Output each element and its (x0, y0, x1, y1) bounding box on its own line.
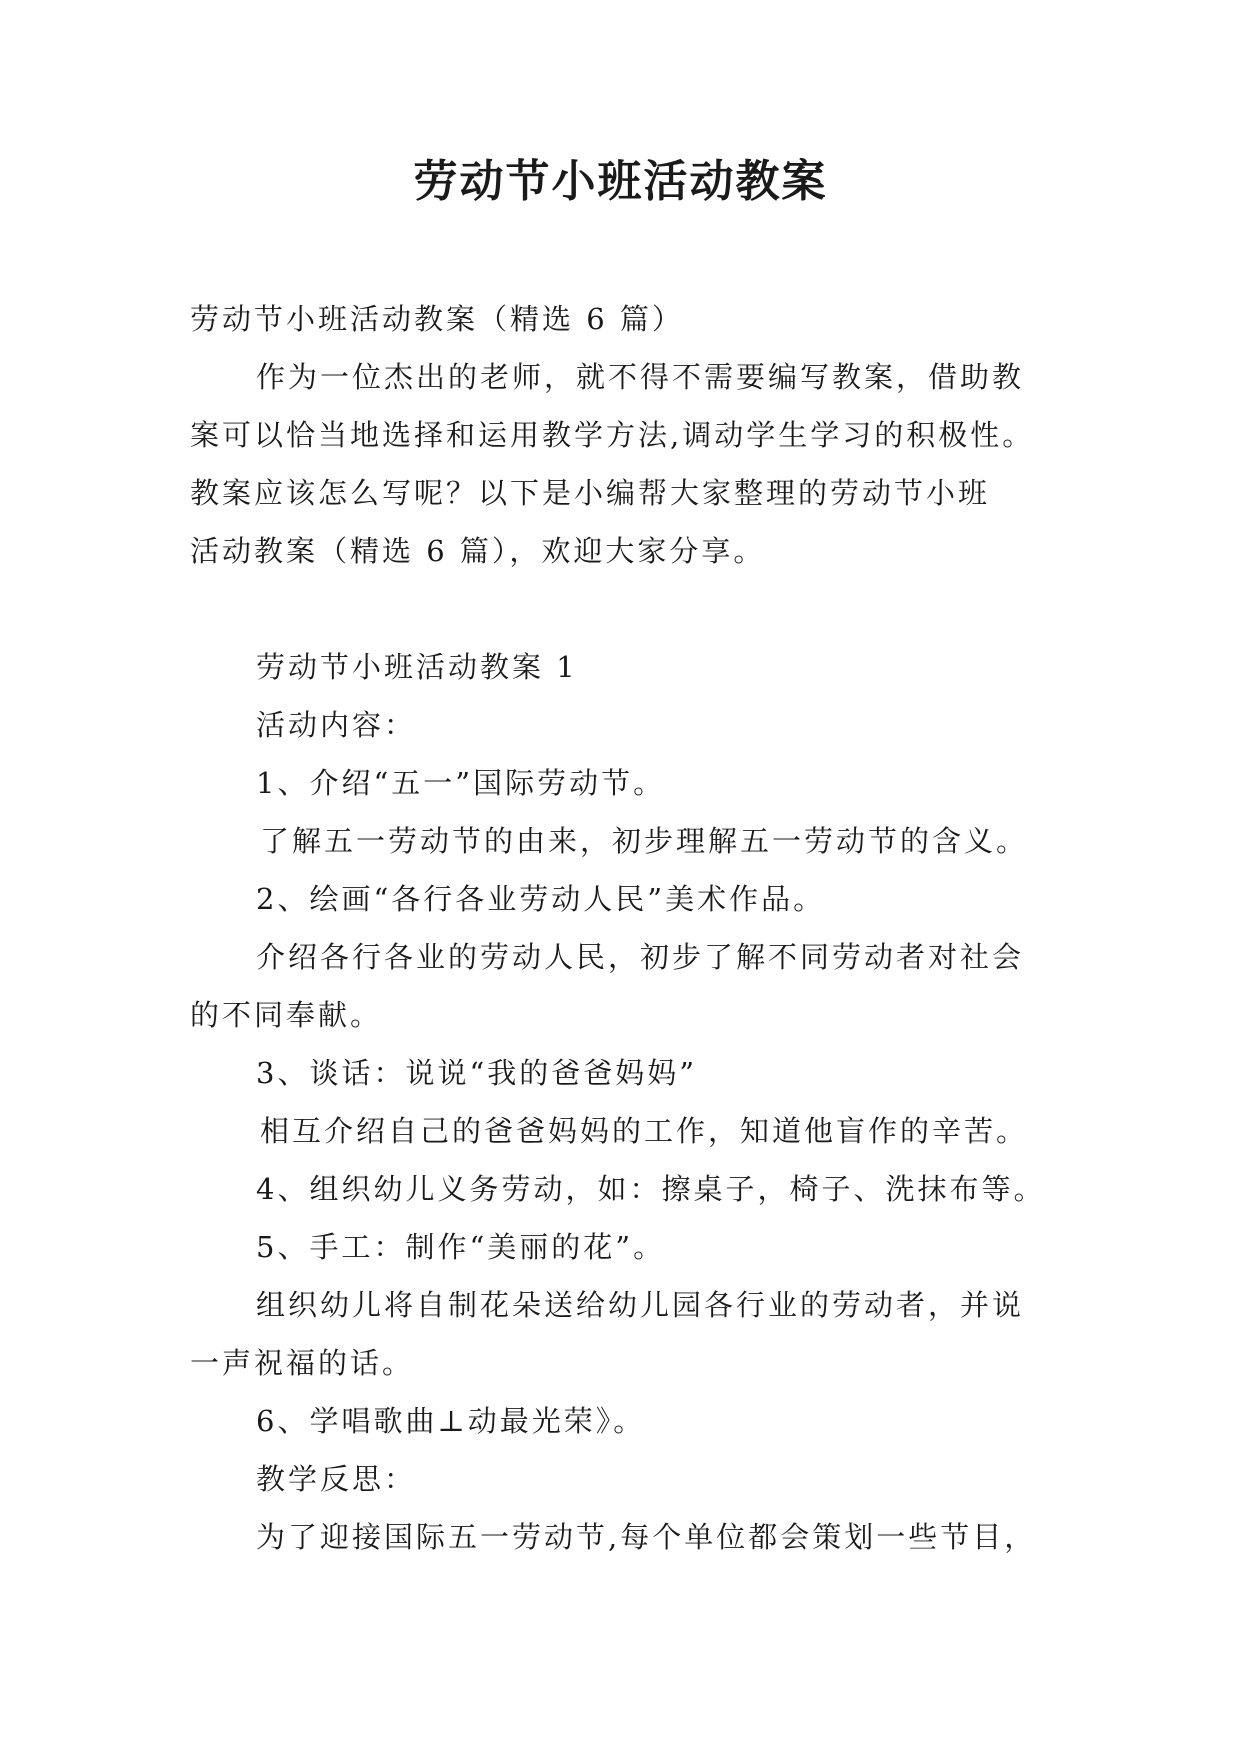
document-title: 劳动节小班活动教案 (413, 156, 828, 207)
intro-line-1: 作为一位杰出的老师，就不得不需要编写教案，借助教 (256, 360, 1025, 394)
intro-line-3: 教案应该怎么写呢？以下是小编帮大家整理的劳动节小班 (190, 476, 991, 510)
activity-item-1: 1、介绍“五一”国际劳动节。 (256, 766, 666, 800)
activity-item-5: 5、手工：制作“美丽的花”。 (256, 1230, 666, 1264)
subtitle-line: 劳动节小班活动教案（精选 6 篇） (190, 302, 684, 336)
section-heading: 劳动节小班活动教案 1 (256, 650, 578, 684)
intro-line-2: 案可以恰当地选择和运用教学方法,调动学生学习的积极性。 (190, 418, 1035, 452)
activity-item-4: 4、组织幼儿义务劳动，如：擦桌子，椅子、洗抹布等。 (256, 1172, 1046, 1206)
paragraph-gap (190, 580, 1070, 638)
activity-item-2-detail-1: 介绍各行各业的劳动人民，初步了解不同劳动者对社会 (256, 940, 1025, 974)
activity-item-2-detail-2: 的不同奉献。 (190, 998, 383, 1032)
intro-line-4: 活动教案（精选 6 篇），欢迎大家分享。 (190, 534, 766, 568)
activity-item-6: 6、学唱歌曲⊥动最光荣》。 (256, 1404, 646, 1438)
activity-item-2: 2、绘画“各行各业劳动人民”美术作品。 (256, 882, 826, 916)
activity-content-label: 活动内容： (256, 708, 417, 742)
activity-item-5-detail-1: 组织幼儿将自制花朵送给幼儿园各行业的劳动者，并说 (256, 1288, 1025, 1322)
document-body (190, 290, 1070, 1566)
activity-item-1-detail: 了解五一劳动节的由来，初步理解五一劳动节的含义。 (260, 824, 1029, 858)
reflection-label: 教学反思： (256, 1462, 417, 1496)
reflection-line-1: 为了迎接国际五一劳动节,每个单位都会策划一些节目， (256, 1520, 1037, 1554)
activity-item-5-detail-2: 一声祝福的话。 (190, 1346, 415, 1380)
activity-item-3-detail: 相互介绍自己的爸爸妈妈的工作，知道他盲作的辛苦。 (260, 1114, 1029, 1148)
activity-item-3: 3、谈话：说说“我的爸爸妈妈” (256, 1056, 698, 1090)
